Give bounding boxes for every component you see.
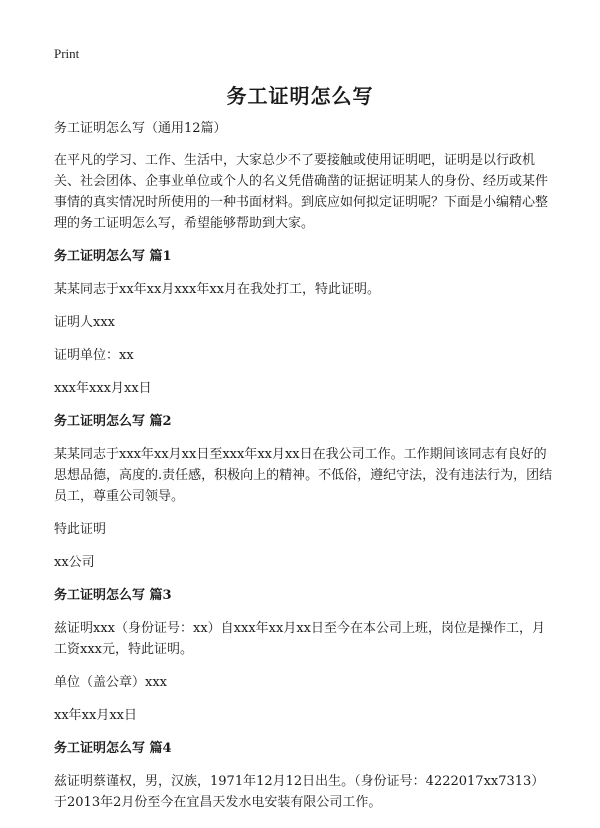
section-paragraph: 证明人xxx [54, 315, 115, 330]
section-paragraph: 证明单位：xx [54, 348, 134, 363]
document-subtitle: 务工证明怎么写（通用12篇） [54, 121, 227, 136]
section-1 [54, 246, 554, 399]
document-body [54, 118, 554, 825]
section-paragraph: xxx年xxx月xx日 [54, 381, 152, 396]
section-paragraph: 某某同志于xxx年xx月xx日至xxx年xx月xx日在我公司工作。工作期间该同志有良好的思想品德，高度的.责任感，积极向上的精神。不低俗，遵纪守法，没有违法行为，团结员工，尊重公司领导。 [54, 447, 553, 504]
section-paragraph: xx年xx月xx日 [54, 708, 137, 723]
section-heading: 务工证明怎么写 篇3 [54, 588, 172, 603]
section-paragraph: 单位（盖公章）xxx [54, 675, 167, 690]
section-paragraph: xx公司 [54, 555, 95, 570]
section-paragraph: 兹证明xxx（身份证号：xx）自xxx年xx月xx日至今在本公司上班，岗位是操作工，月工资xxx元，特此证明。 [54, 621, 545, 657]
intro-paragraph: 在平凡的学习、工作、生活中，大家总少不了要接触或使用证明吧，证明是以行政机关、社会团体、企事业单位或个人的名义凭借确凿的证据证明某人的身份、经历或某件事情的真实情况时所使用的一种书面材料。到底应如何拟定证明呢？下面是小编精心整理的务工证明怎么写，希望能够帮助到大家。 [54, 153, 549, 231]
section-heading: 务工证明怎么写 篇1 [54, 249, 172, 264]
section-heading: 务工证明怎么写 篇2 [54, 414, 172, 429]
document-title: 务工证明怎么写 [226, 84, 374, 108]
section-heading: 务工证明怎么写 篇4 [54, 741, 172, 756]
section-2 [54, 411, 554, 573]
section-paragraph: 兹证明蔡谨权，男，汉族，1971年12月12日出生。（身份证号：4222017xx7313）于2013年2月份至今在宜昌天发水电安装有限公司工作。 [54, 774, 545, 810]
section-paragraph: 特此证明 [54, 522, 107, 537]
section-paragraph: 某某同志于xx年xx月xxx年xx月在我处打工，特此证明。 [54, 282, 380, 297]
section-3 [54, 585, 554, 726]
section-4 [54, 738, 554, 813]
print-link[interactable]: Print [54, 46, 80, 61]
